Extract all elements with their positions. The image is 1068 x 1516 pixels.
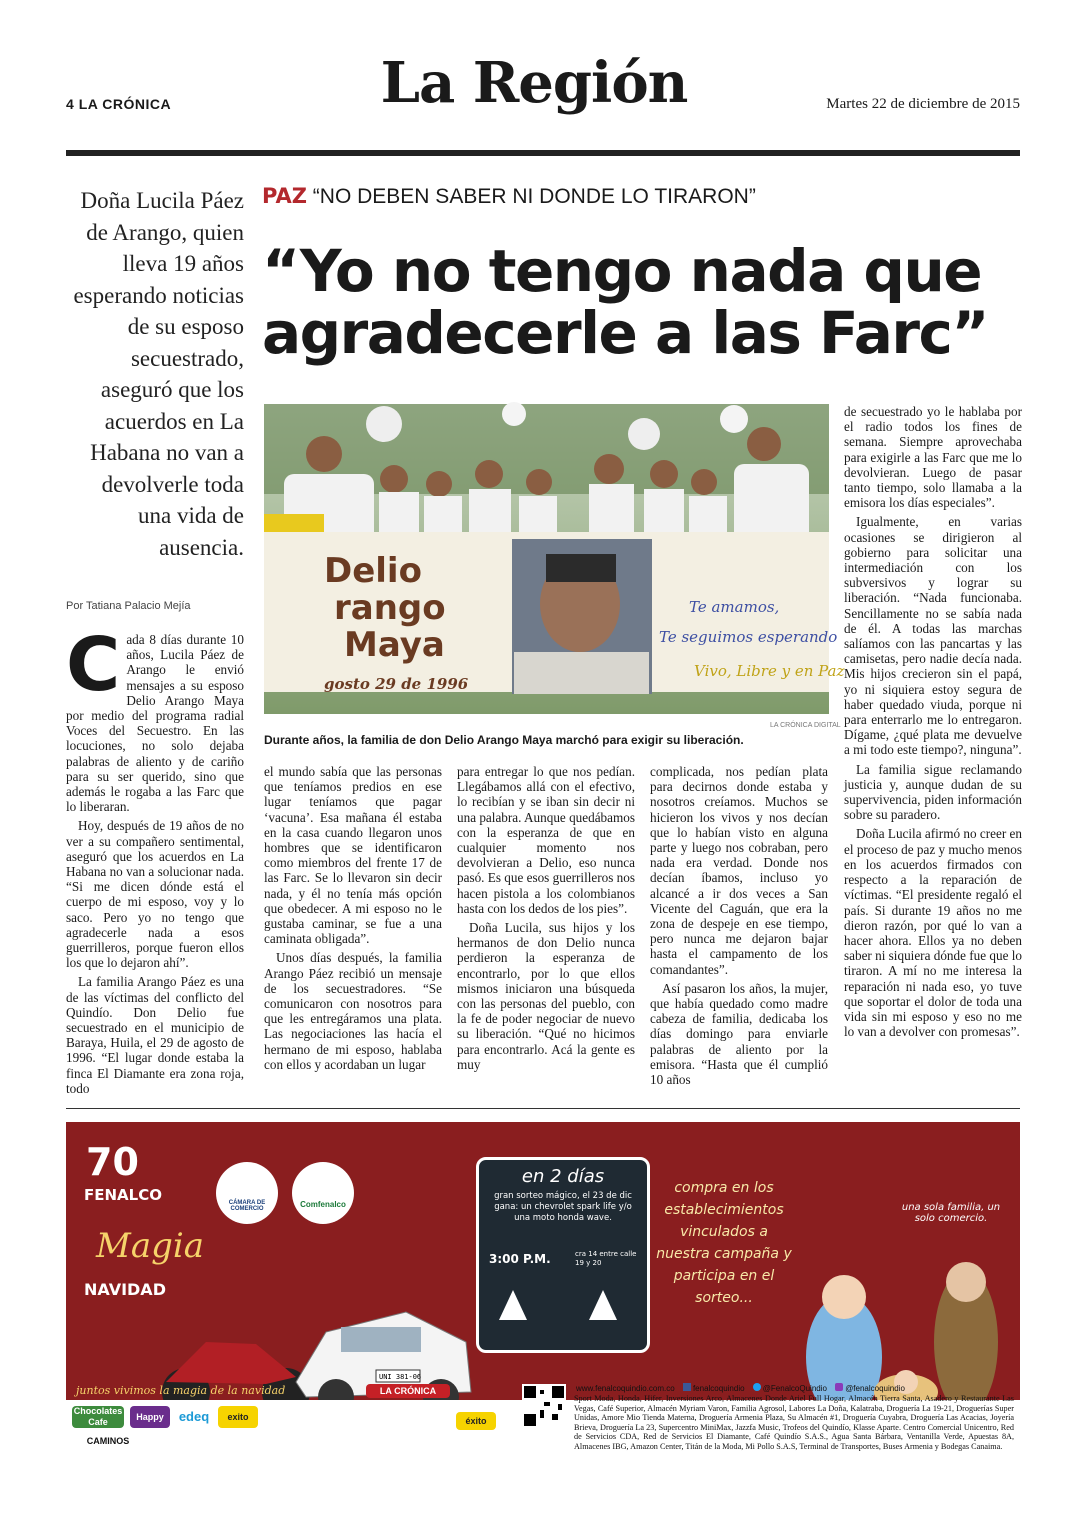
camara-logo (216, 1162, 278, 1224)
qr-code-icon (522, 1384, 566, 1428)
twitter-icon (753, 1383, 761, 1391)
paragraph: La familia sigue reclamando justicia y, aunque dudan de su supervivencia, piden información sobre su paradero. (844, 761, 1022, 823)
compra-text: compra en los establecimientos vinculados a nuestra campaña y participa en el sorteo... (656, 1180, 792, 1306)
banner-msg-2: Te seguimos esperando (659, 628, 838, 646)
ad-separator (66, 1108, 1020, 1109)
social-line (576, 1383, 1016, 1393)
sorteo-board (476, 1157, 650, 1353)
body-column-4 (650, 764, 828, 1094)
instagram-icon (835, 1383, 843, 1391)
lugar-text: cra 14 entre calle 19 y 20 (575, 1250, 637, 1267)
header-rule (66, 150, 1020, 156)
paragraph: para entregar lo que nos pedían. Llegábamos allá con el efectivo, lo recibían y se iban sin decir ni una palabra. Aunque quedábamos con la esperanza de que en cualquier momento nos devolvieran a Delio, eso nunca pasó. Es que esos guerrilleros nos hacen pistola a los colombianos hasta con los dedos de los pies”. (457, 764, 635, 916)
fenalco-name: FENALCO (84, 1186, 162, 1204)
logo-la-cronica: LA CRÓNICA (366, 1384, 450, 1398)
banner-name-2: rango (334, 588, 446, 628)
twitter-handle: @FenalcoQuindio (762, 1384, 827, 1393)
kicker (262, 184, 756, 209)
tree-icon (499, 1290, 527, 1320)
photo-caption: Durante años, la familia de don Delio Arango Maya marchó para exigir su liberación. (264, 733, 744, 747)
logo-happy: Happy (130, 1406, 170, 1428)
logo-caminos: CAMINOS (78, 1434, 138, 1448)
logo-chocolates: Chocolates Cafe (73, 1406, 123, 1427)
banner-name-3: Maya (344, 625, 445, 665)
byline: Por Tatiana Palacio Mejía (66, 600, 191, 612)
instagram-handle: @fenalcoquindio (845, 1384, 905, 1393)
fenalco-advertisement (66, 1122, 1020, 1464)
paragraph: el mundo sabía que las personas que teníamos predios en ese lugar teníamos que pagar ‘vacuna’. Esa mañana él estaba en la casa cuando llegaron unos hombres que se identificaron como miembros del frente 17 de las Farc. Se lo llevaron sin decir nada, y él no tenía más opción que obedecer. A mi esposo no le gustaba caminar, se fue a una caminata obligada”. (264, 764, 442, 947)
body-column-5 (844, 404, 1022, 1094)
navidad-text: NAVIDAD (84, 1280, 166, 1299)
logo-exito: exito (218, 1406, 258, 1428)
banner-msg-1: Te amamos, (689, 598, 780, 616)
paragraph: complicada, nos pedían plata para decirnos donde estaba y nosotros creíamos. Muchos se hicieron los vivos y nos decían que lo habían visto en alguna parte y luego nos cobraban, pero nada era verdad. Donde nos decían íbamos, incluso yo alcancé a ir dos veces a San Vicente del Caguán, que era la zona de despeje en ese tiempo, pero nunca me dejaron bajar hasta el campamento de los comandantes”. (650, 764, 828, 977)
comfenalco-logo (292, 1162, 354, 1224)
kicker-tag: PAZ (262, 184, 307, 208)
standfirst: Doña Lucila Páez de Arango, quien lleva 19 años esperando noticias de su esposo secuestrado, aseguró que los acuerdos en La Habana no van a devolverle toda una vida de ausencia. (73, 188, 244, 560)
kicker-text: “NO DEBEN SABER NI DONDE LO TIRARON” (312, 185, 756, 208)
banner-date: gosto 29 de 1996 (324, 675, 469, 693)
paragraph: Doña Lucila, sus hijos y los hermanos de don Delio nunca perdieron la esperanza de encontrarlo, por lo que ellos mismos iniciaron una búsqueda con las personas del pueblo, con la fe de poder negociar de nuevo su liberación. “Qué no hicimos para encontrarlo. Acá la gente es muy (457, 920, 635, 1072)
paragraph: La familia Arango Páez es una de las víctimas del conflicto del Quindío. Don Delio fue secuestrado en el municipio de Baraya, Huila, el 29 de agosto de 1996. “El lugar donde estaba la finca El Diamante era zona roja, todo (66, 974, 244, 1096)
slogan-text: una sola familia, un solo comercio. (901, 1202, 1001, 1224)
dropcap: C (66, 622, 121, 708)
sorteo-text: gran sorteo mágico, el 23 de dic gana: un chevrolet spark life y/o una moto honda wave. (494, 1191, 632, 1223)
banner-msg-3: Vivo, Libre y en Paz (694, 662, 845, 680)
photo-credit: LA CRÓNICA DIGITAL (770, 722, 841, 729)
march-photo-illustration (264, 404, 845, 714)
sponsor-list: Sport Moda, Honda, Hifer, Inversiones Arco, Almacenes Donde Ariel Full Hogar, Almacén Tierra Santa, Asadero y Restaurante Las Vegas, Café Superior, Almacén Myriam Varon, Familia Agrosol, Labores La Doña, Kalatraba, Droguería La 19-21, Droguerías Super Unidas, Amore Mio Tienda Materna, Droguería Armenia Plaza, Su Almacén #1, Droguería Cuyabra, Droguería Las Acacias, Joyería Brieva, Droguería La 23, Supercentro MiniMax, Jazzfa Music, Trofeos del Quindío, Klasse Aparte. Centro Comercial Unicentro, Red de Servicios CDA, Red de Servicios El Diamante, Café Quindío S.A.S., Agua Santa Bárbara, Ventanilla Verde, Apuestas 8A, Almacenes IBG, Amazon Center, Titán de la Moda, Mi Pollo S.A.S, Terminal de Transportes, Buses Armenia y Bodegas Canaima. (574, 1394, 1014, 1451)
license-plate: UNI 381-06 (379, 1373, 422, 1381)
body-column-1 (66, 622, 244, 1096)
camara-label: CÁMARA DE COMERCIO (228, 1200, 266, 1212)
web-address: www.fenalcoquindio.com.co (576, 1384, 675, 1393)
page-number: 4 (66, 96, 75, 112)
paragraph: ada 8 días durante 10 años, Lucila Páez de Arango le envió mensajes a su esposo Delio Arango Maya por medio del programa radial Voces del Secuestro. En las locuciones, no solo dejaba palabras de aliento y de cariño para su ser querido, sino que además le rogaba a las Farc que lo liberaran. (66, 632, 244, 815)
facebook-icon (683, 1383, 691, 1391)
comfenalco-label: Comfenalco (300, 1200, 346, 1209)
paragraph: Unos días después, la familia Arango Páez recibió un mensaje de los secuestradores. “Se comunicaron con nosotros para que les entregáramos una plata. Las negociaciones las hacía el hermano de mi esposo, hablaba con ellos y acordaban un lugar (264, 950, 442, 1072)
paragraph: Doña Lucila afirmó no creer en el proceso de paz y mucho menos en los acuerdos firmados con respecto a la reparación de víctimas. “El presidente regaló el país. Si durante 19 años no me dieron razón, por qué lo van a hacer ahora. Ellos ya no deben saber ni siquiera dónde fue que lo tiraron. A mí no me interesa la reparación ni nada eso, yo tuve que soportar el dolor de toda una vida sin mi esposo y eso no me lo van a devolver con promesas”. (844, 826, 1022, 1040)
en-dias-text: en 2 días (521, 1166, 605, 1187)
magia-text: Magia (96, 1226, 204, 1266)
tree-icon (589, 1290, 617, 1320)
tagline: juntos vivimos la magia de la navidad (76, 1384, 286, 1397)
banner-name-1: Delio (324, 551, 422, 591)
paragraph: Así pasaron los años, la mujer, que había quedado como madre cabeza de familia, dedicaba los días domingo para enviarle palabras de aliento por la emisora. “Hasta que él cumplió 10 años (650, 980, 828, 1088)
hora-text: 3:00 P.M. (489, 1252, 551, 1266)
paragraph: de secuestrado yo le hablaba por el radio todos los fines de semana. Siempre aprovechaba para exigirle a las Farc que me lo devolvieran. Luego de pasar tanto tiempo, solo llamaba a la emisora los días especiales”. (844, 404, 1022, 511)
fenalco-anniversary: 70 (86, 1140, 139, 1184)
paragraph: Igualmente, en varias ocasiones se dirigieron al gobierno para solicitar una intermediación con los subversivos y lograr su liberación. “Nada funcionaba. Sencillamente no se sabía nada de él. A todas las marchas salíamos con las pancartas y las camisetas, pero nadie decía nada. Mis hijos crecieron sin el papá, yo ni siquiera estoy segura de haber quedado viuda, porque ni para enterrarlo me lo entregaron. Dígame, ¿qué plata me devuelve a mi todo este tiempo?, ninguna”. (844, 514, 1022, 758)
march-photo (264, 404, 845, 714)
headline: “Yo no tengo nada que agradecerle a las Farc” (262, 237, 989, 367)
body-column-3 (457, 764, 635, 1094)
facebook-handle: fenalcoquindio (692, 1384, 745, 1393)
body-column-2 (264, 764, 442, 1094)
logo-edeq: edeq (174, 1406, 214, 1428)
paper-name: LA CRÓNICA (78, 96, 172, 112)
paragraph: Hoy, después de 19 años de no ver a su compañero sentimental, aseguró que los acuerdos en La Habana no van a solucionar nada. “Si me dicen dónde está el cuerpo de mi esposo, voy y lo saco. Pero yo no tengo que agradecerle nada a esos guerrilleros, porque fueron ellos los que lo dejaron ahí”. (66, 818, 244, 971)
issue-date: Martes 22 de diciembre de 2015 (826, 96, 1020, 112)
section-title: La Región (380, 50, 688, 116)
logo-exito-2: éxito (456, 1412, 496, 1430)
